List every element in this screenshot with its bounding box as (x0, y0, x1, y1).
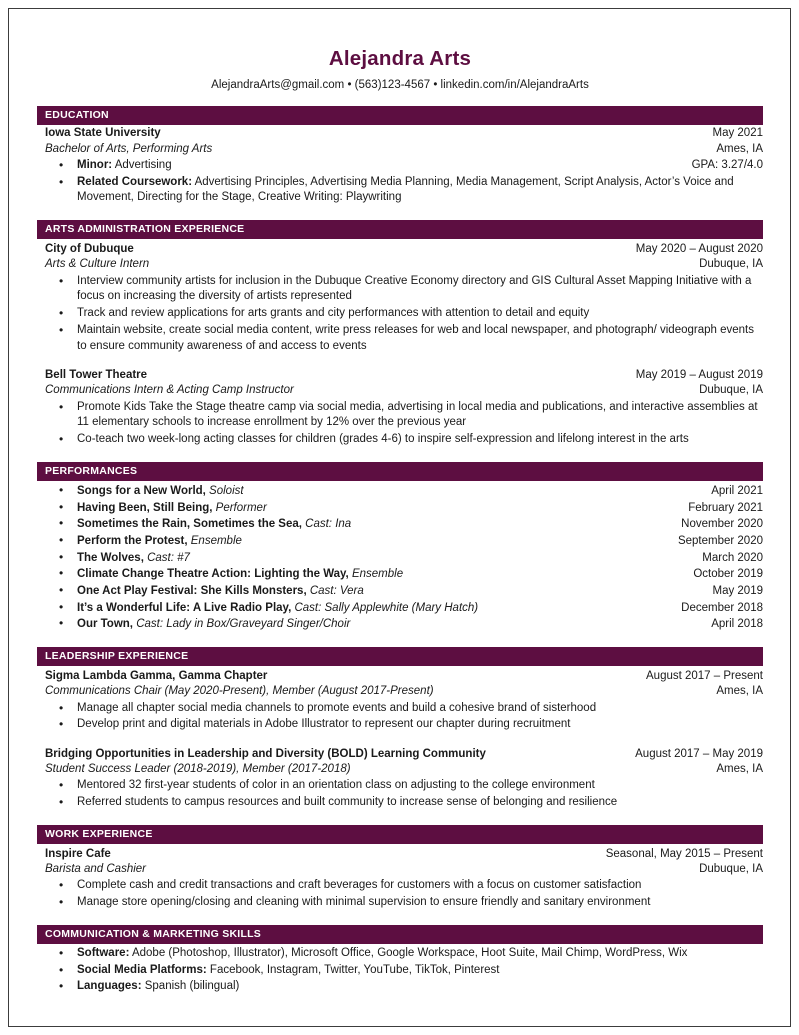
list-item: • Mentored 32 first-year students of color in an orientation class on adjusting to the college environment (45, 778, 763, 794)
performance-role: Soloist (205, 485, 244, 497)
performance-title: Climate Change Theatre Action: Lighting the Way, (77, 568, 349, 581)
section-body-performances (37, 481, 763, 633)
performance-title: One Act Play Festival: She Kills Monsters, (77, 585, 307, 598)
list-item (45, 600, 763, 617)
entry-role-row (45, 762, 763, 777)
section-body-work-experience (37, 844, 763, 911)
performance-role: Cast: #7 (143, 551, 190, 564)
education-school-row (45, 126, 763, 141)
section-header-skills: COMMUNICATION & MARKETING SKILLS (37, 925, 763, 944)
performance-title: Having Been, Still Being, (77, 501, 213, 514)
performance-role: Ensemble (187, 535, 242, 548)
list-item: • Referred students to campus resources and built community to increase sense of belonging and resilience (45, 795, 763, 811)
entry-org-row (45, 747, 763, 762)
performance-title: Our Town, (77, 618, 134, 631)
performance-role: Cast: Sally Applewhite (Mary Hatch) (291, 601, 479, 614)
list-item (45, 550, 763, 567)
performance-date: September 2020 (677, 535, 763, 548)
entry-bullets (45, 400, 763, 448)
section-body-arts-administration (37, 239, 763, 448)
performances-list (45, 483, 763, 633)
education-location: Ames, IA (716, 142, 763, 155)
list-item: • Interview community artists for inclusion in the Dubuque Creative Economy directory and GIS Cultural Asset Mapping Initiative with a focus on increasing the diversity of artists represented (45, 274, 763, 306)
skill-label: Languages: (77, 980, 142, 993)
section-header-performances: PERFORMANCES (37, 462, 763, 481)
performance-date: March 2020 (702, 551, 763, 564)
experience-entry (45, 669, 763, 733)
performance-date: May 2019 (712, 585, 763, 598)
education-degree-row (45, 142, 763, 157)
entry-location: Dubuque, IA (699, 384, 763, 397)
minor-value: Advertising (112, 158, 172, 171)
entry-date: May 2019 – August 2019 (635, 369, 763, 382)
entry-role: Arts & Culture Intern (45, 258, 150, 271)
list-item (45, 175, 763, 207)
performance-date: April 2021 (711, 485, 763, 497)
resume-content (37, 22, 763, 995)
performance-role: Cast: Lady in Box/Graveyard Singer/Choir (133, 618, 351, 631)
list-item (45, 483, 763, 500)
list-item: • Develop print and digital materials in Adobe Illustrator to represent our chapter during recruitment (45, 717, 763, 733)
skill-value: Spanish (bilingual) (141, 980, 240, 993)
education-degree: Bachelor of Arts, Performing Arts (45, 142, 213, 155)
entry-date: Seasonal, May 2015 – Present (605, 847, 763, 860)
entry-date: August 2017 – Present (646, 670, 763, 683)
section-body-leadership (37, 666, 763, 811)
section-header-work-experience: WORK EXPERIENCE (37, 825, 763, 844)
entry-org: Bridging Opportunities in Leadership and Diversity (BOLD) Learning Community (45, 748, 486, 761)
experience-entry (45, 368, 763, 448)
entry-location: Ames, IA (716, 763, 763, 776)
minor-label: Minor: (77, 158, 113, 171)
entry-org-row (45, 669, 763, 684)
list-item: • Maintain website, create social media content, write press releases for web and local newspaper, and photograph/ videograph events to ensure community awareness of and access to events (45, 323, 763, 355)
experience-entry (45, 242, 763, 354)
entry-bullets (45, 701, 763, 734)
contact-line: AlejandraArts@gmail.com • (563)123-4567 • linkedin.com/in/AlejandraArts (211, 78, 589, 91)
list-item (45, 946, 763, 962)
entry-role-row (45, 383, 763, 398)
list-item: • Manage store opening/closing and cleaning with minimal supervision to ensure friendly and sanitary environment (45, 895, 763, 911)
list-item (45, 566, 763, 583)
performance-role: Cast: Vera (306, 585, 364, 598)
experience-entry (45, 847, 763, 911)
entry-org-row (45, 847, 763, 862)
performance-title: Perform the Protest, (77, 535, 188, 548)
skill-value: Adobe (Photoshop, Illustrator), Microsoft Office, Google Workspace, Hoot Suite, Mail Chimp, WordPress, Wix (129, 946, 688, 959)
section-header-arts-administration: ARTS ADMINISTRATION EXPERIENCE (37, 220, 763, 239)
entry-bullets (45, 274, 763, 355)
list-item (45, 500, 763, 517)
entry-org-row (45, 242, 763, 257)
entry-date: August 2017 – May 2019 (635, 748, 763, 761)
coursework-label: Related Coursework: (77, 175, 193, 188)
entry-bullets (45, 878, 763, 911)
entry-role-row (45, 684, 763, 699)
entry-role: Communications Chair (May 2020-Present), Member (August 2017-Present) (45, 685, 434, 698)
performance-date: February 2021 (688, 501, 763, 514)
entry-location: Dubuque, IA (699, 863, 763, 876)
list-item (45, 158, 763, 174)
skill-value: Facebook, Instagram, Twitter, YouTube, TikTok, Pinterest (206, 963, 500, 976)
list-item: • Track and review applications for arts grants and city performances with attention to detail and equity (45, 306, 763, 322)
entry-org-row (45, 368, 763, 383)
performance-title: The Wolves, (77, 551, 144, 564)
performance-role: Performer (212, 501, 267, 514)
education-gpa: GPA: 3.27/4.0 (691, 158, 763, 171)
education-bullets (45, 158, 763, 206)
entry-role: Student Success Leader (2018-2019), Member (2017-2018) (45, 763, 351, 776)
skill-label: Social Media Platforms: (77, 963, 207, 976)
performance-date: December 2018 (681, 601, 763, 614)
list-item: • Manage all chapter social media channels to promote events and build a cohesive brand of sisterhood (45, 701, 763, 717)
list-item: • Promote Kids Take the Stage theatre camp via social media, advertising in local media and publications, and interactive assemblies at 11 elementary schools to increase enrollment by 12% over the previous year (45, 400, 763, 432)
performance-date: October 2019 (693, 568, 763, 581)
list-item (45, 583, 763, 600)
experience-entry (45, 747, 763, 811)
entry-role-row (45, 257, 763, 272)
coursework-value: Advertising Principles, Advertising Media Planning, Media Management, Script Analysis, Actor’s Voice and Movement, Directing for the Stage, Creative Writing: Playwriting (77, 175, 734, 204)
entry-location: Ames, IA (716, 685, 763, 698)
performance-title: Songs for a New World, (77, 485, 206, 497)
entry-org: Sigma Lambda Gamma, Gamma Chapter (45, 670, 268, 683)
entry-org: City of Dubuque (45, 243, 134, 256)
section-header-leadership: LEADERSHIP EXPERIENCE (37, 647, 763, 666)
performance-role: Ensemble (348, 568, 404, 581)
performance-title: It’s a Wonderful Life: A Live Radio Play, (77, 601, 292, 614)
entry-date: May 2020 – August 2020 (635, 243, 763, 256)
entry-role-row (45, 862, 763, 877)
performance-role: Cast: Ina (301, 518, 352, 531)
entry-bullets (45, 778, 763, 811)
list-item (45, 533, 763, 550)
entry-location: Dubuque, IA (699, 258, 763, 271)
skill-label: Software: (77, 946, 130, 959)
entry-role: Barista and Cashier (45, 863, 146, 876)
education-school: Iowa State University (45, 127, 161, 140)
candidate-name: Alejandra Arts (328, 47, 472, 70)
list-item (45, 616, 763, 633)
section-body-skills (37, 944, 763, 995)
list-item: • Complete cash and credit transactions and craft beverages for customers with a focus on customer satisfaction (45, 878, 763, 894)
entry-role: Communications Intern & Acting Camp Instructor (45, 384, 294, 397)
list-item (45, 516, 763, 533)
education-date: May 2021 (712, 127, 763, 140)
list-item: • Co-teach two week-long acting classes for children (grades 4-6) to inspire self-expression and lifelong interest in the arts (45, 432, 763, 448)
entry-org: Bell Tower Theatre (45, 369, 148, 382)
entry-org: Inspire Cafe (45, 847, 111, 860)
list-item (45, 963, 763, 979)
performance-date: April 2018 (711, 618, 763, 631)
skills-list (45, 946, 763, 995)
list-item (45, 979, 763, 995)
performance-date: November 2020 (681, 518, 763, 531)
section-header-education: EDUCATION (37, 106, 763, 125)
performance-title: Sometimes the Rain, Sometimes the Sea, (77, 518, 302, 531)
section-body-education (37, 125, 763, 206)
